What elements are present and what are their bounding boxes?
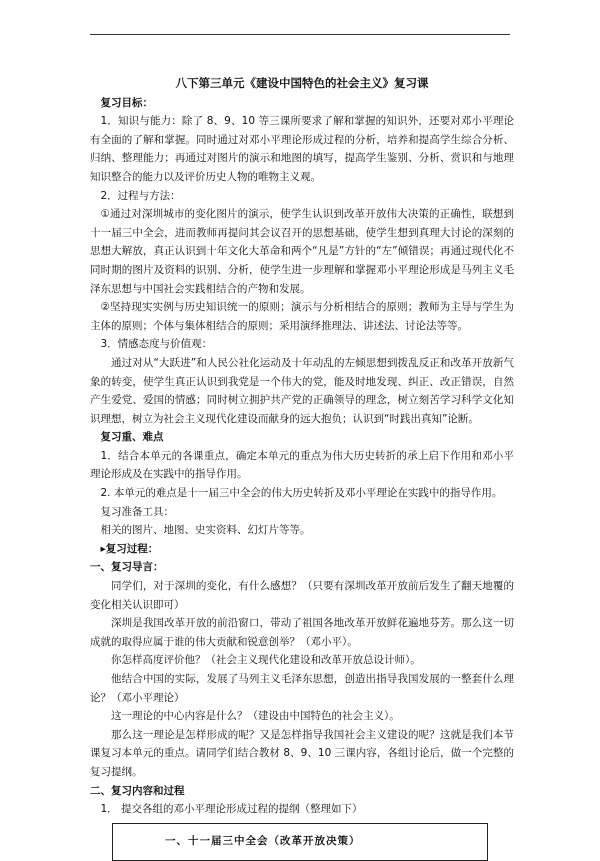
paragraph-keypoint-2: 2. 本单元的难点是十一届三中全会的伟大历史转折及邓小平理论在实践中的指导作用。 <box>100 487 503 500</box>
paragraph-knowledge: 1．知识与能力：除了 8、9、10 等三课所要求了解和掌握的知识外，还要对邓小平理论有全面的了解和掌握。同时通过对邓小平理论形成过程的分析，培养和提高学生综合分析、归纳、整理能力；再通过对图片的演示和地图的填写，提高学生鉴别、分析、赏识和与地理知识整合的能力以及评价历史人物的唯物主义观。 <box>90 115 514 183</box>
paragraph-question-3: 你怎样高度评价他？（社会主义现代化建设和改革开放总设计师）。 <box>111 654 421 667</box>
bullet-icon: ▸ <box>100 542 106 555</box>
tools-heading: 复习准备工具： <box>100 505 174 518</box>
outline-box <box>112 823 488 861</box>
keypoints-heading: 复习重、难点 <box>100 431 164 444</box>
tools-list: 相关的图片、地图、史实资料、幻灯片等等。 <box>100 524 311 537</box>
section-1-heading: 一、复习导言： <box>90 561 164 574</box>
paragraph-question-5: 这一理论的中心内容是什么？（建设由中国特色的社会主义）。 <box>111 710 400 723</box>
page-title: 八下第三单元《建设中国特色的社会主义》复习课 <box>175 76 429 90</box>
paragraph-emotion-heading: 3．情感态度与价值观： <box>100 338 213 351</box>
paragraph-emotion: 通过对从“大跃进”和人民公社化运动及十年动乱的左倾思想到拨乱反正和改革开放新气象的转变，使学生真正认识到我党是一个伟大的党，能及时地发现、纠正、改正错误，自然产生爱党、爱国的情感；同时树立拥护共产党的正确领导的理念，树立刻苦学习科学文化知识理想，树立为社会主义现代化建设而献身的远大抱负；认识到“时践出真知”论断。 <box>90 356 514 425</box>
process-heading-label: 复习过程： <box>105 542 159 555</box>
paragraph-question-1: 同学们，对于深圳的变化，有什么感想？（只要有深圳改革开放前后发生了翻天地覆的变化相关认识即可） <box>90 580 514 611</box>
outline-box-text: 一、十一届三中全会（改革开放决策） <box>165 834 361 847</box>
goals-heading: 复习目标： <box>100 96 153 109</box>
paragraph-keypoint-1: 1．结合本单元的各课重点，确定本单元的重点为伟大历史转折的承上启下作用和邓小平理论形成及在实践中的指导作用。 <box>90 449 514 481</box>
paragraph-question-2: 深圳是我国改革开放的前沿窗口，带动了祖国各地改革开放鲜花遍地芬芳。那么这一切成就的取得应属于谁的伟大贡献和锐意创举？（邓小平）。 <box>90 617 514 648</box>
paragraph-process-2: ②坚持现实实例与历史知识统一的原则；演示与分析相结合的原则；教师为主导与学生为主体的原则；个体与集体相结合的原则；采用演绎推理法、讲述法、讨论法等等。 <box>90 301 514 332</box>
section-2-item: 1． 提交各组的邓小平理论形成过程的提纲（整理如下） <box>100 803 363 816</box>
paragraph-question-4: 他结合中国的实际，发展了马列主义毛泽东思想，创造出指导我国发展的一整套什么理论？（邓小平理论） <box>90 673 514 704</box>
paragraph-process-heading: 2．过程与方法： <box>100 189 181 202</box>
document-body <box>90 74 514 861</box>
header-rule <box>90 34 510 35</box>
paragraph-process-1: ①通过对深圳城市的变化图片的演示，使学生认识到改革开放伟大决策的正确性，联想到十一届三中全会，进而教师再提问其会议召开的思想基础，使学生想到真理大讨论的深刻的思想大解放，真正认识到十年文化大革命和两个“凡是”方针的“左”倾错误；再通过现代化不同时期的图片及资料的识别、分析，使学生进一步理解和掌握邓小平理论形成是马列主义毛泽东思想与中国社会实践相结合的产物和发展。 <box>90 208 514 295</box>
process-heading <box>90 540 514 559</box>
section-2-heading: 二、复习内容和过程 <box>90 784 185 797</box>
paragraph-question-6: 那么这一理论是怎样形成的呢？又是怎样指导我国社会主义建设的呢？这就是我们本节课复习本单元的重点。请同学们结合教材 8、9、10 三课内容，各组讨论后，做一个完整的复习提纲。 <box>90 728 514 778</box>
